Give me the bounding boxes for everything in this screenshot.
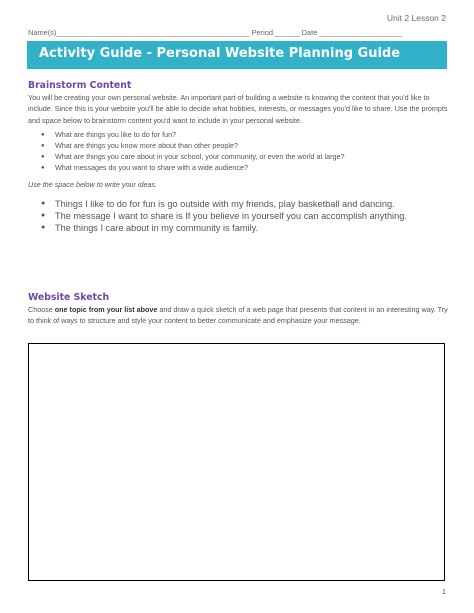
list-item: ● What messages do you want to share with a wide audience? <box>28 163 448 174</box>
space-note: Use the space below to write your ideas. <box>28 180 158 189</box>
list-item: ● Things I like to do for fun is go outside with my friends, play basketball and dancing. <box>28 198 448 210</box>
sketch-text-after: and draw a quick sketch of a web page that presents that content in an interesting way. Try to think of ways to structure and style your content to better communicate and emphasize your message. <box>28 305 448 326</box>
list-item: ● The things I care about in my community is family. <box>28 222 448 234</box>
page-title: Activity Guide - Personal Website Planning Guide <box>39 46 401 61</box>
ideas-list <box>28 198 448 235</box>
brainstorm-heading: Brainstorm Content <box>28 80 132 91</box>
sketch-instructions <box>28 304 448 327</box>
list-item: ● What are things you know more about than other people? <box>28 141 448 152</box>
sketch-text-before: Choose <box>28 305 55 314</box>
list-item: ● What are things you like to do for fun? <box>28 130 448 141</box>
page-number: 1 <box>441 587 446 596</box>
unit-lesson-label: Unit 2 Lesson 2 <box>386 13 446 23</box>
sketch-drawing-area[interactable] <box>28 343 445 581</box>
list-item: ● The message I want to share is If you believe in yourself you can accomplish anything. <box>28 210 448 222</box>
sketch-text-bold: one topic from your list above <box>54 305 158 314</box>
prompt-list <box>28 130 448 174</box>
brainstorm-intro: You will be creating your own personal website. An important part of building a website is knowing the content that you'd like to include. Since this is your website you'll be able to decide what hobbies, interests, or messages you'd like to share. Use the prompts and space below to brainstorm content you'd want to include in your personal website. <box>28 93 448 125</box>
sketch-heading: Website Sketch <box>28 292 110 303</box>
title-bar <box>27 41 447 69</box>
list-item: ● What are things you care about in your school, your community, or even the world at large? <box>28 152 448 163</box>
name-period-date-line: Name(s)_______________________________________________ Period ______ Date ____________________ <box>28 28 402 37</box>
